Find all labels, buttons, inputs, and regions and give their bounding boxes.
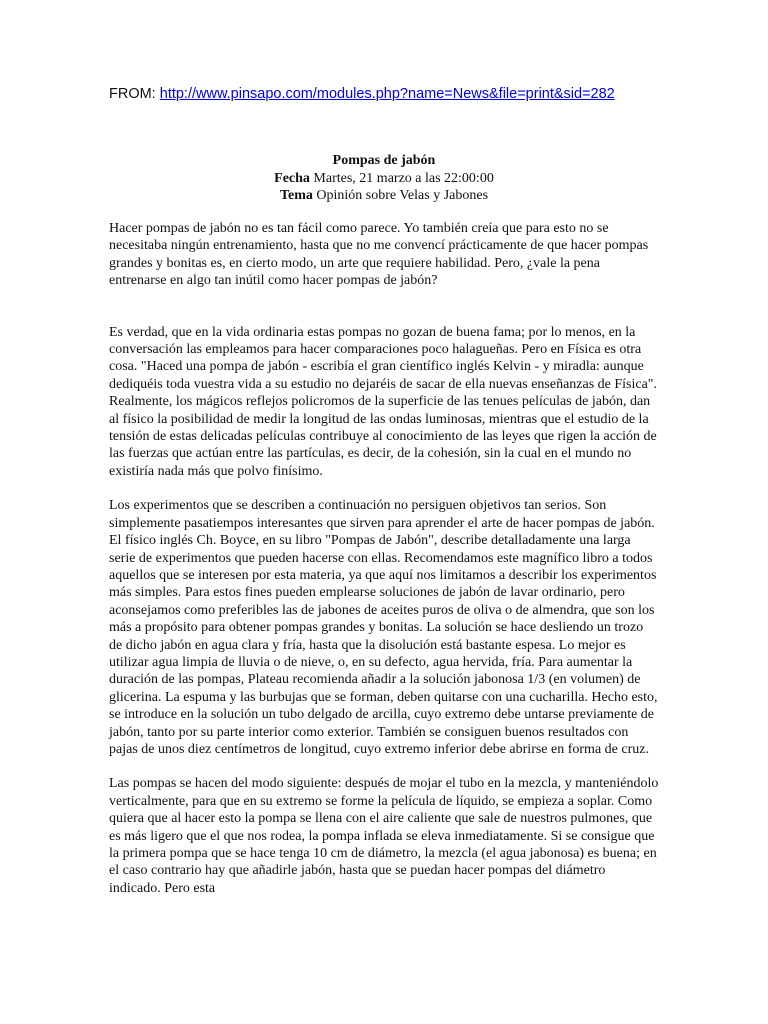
paragraph-1: Hacer pompas de jabón no es tan fácil como parece. Yo también creía que para esto no se necesitaba ningún entrenamiento, hasta que no me convencí prácticamente de que hacer pompas grandes y bonitas es, en cierto modo, un arte que requiere habilidad. Pero, ¿vale la pena entrenarse en algo tan inútil como hacer pompas de jabón? <box>109 221 649 289</box>
article-header <box>109 152 659 205</box>
article-body <box>109 220 659 897</box>
topic-label: Tema <box>279 188 313 203</box>
source-line <box>109 84 729 104</box>
paragraph-5: Las pompas se hacen del modo siguiente: después de mojar el tubo en la mezcla, y manteniéndolo verticalmente, para que en su extremo se forme la película de líquido, se empieza a soplar. Como quiera que al hacer esto la pompa se llena con el aire caliente que sale de nuestros pulmones, que es más ligero que el que nos rodea, la pompa inflada se eleva inmediatamente. Si se consigue que la primera pompa que se hace tenga 10 cm de diámetro, la mezcla (el agua jabonosa) es buena; en el caso contrario hay que añadirle jabón, hasta que se puedan hacer pompas del diámetro indicado. Pero esta <box>109 776 659 896</box>
date-value: Martes, 21 marzo a las 22:00:00 <box>309 170 494 186</box>
article-date <box>109 170 659 188</box>
paragraph-4: Los experimentos que se describen a continuación no persiguen objetivos tan serios. Son simplemente pasatiempos interesantes que sirven para aprender el arte de hacer pompas de jabón. El físico inglés Ch. Boyce, en su libro "Pompas de Jabón", describe detalladamente una larga serie de experimentos que pueden hacerse con ellas. Recomendamos este magnífico libro a todos aquellos que se interesen por esta materia, ya que aquí nos limitamos a describir los experimentos más simples. Para estos fines pueden emplearse soluciones de jabón de lavar ordinario, pero aconsejamos como preferibles las de jabones de aceites puros de oliva o de almendra, que son los más a propósito para obtener pompas grandes y bonitas. La solución se hace desliendo un trozo de dicho jabón en agua clara y fría, hasta que la disolución está bastante espesa. Lo mejor es utilizar agua limpia de lluvia o de nieve, o, en su defecto, agua hervida, fría. Para aumentar la duración de las pompas, Plateau recomienda añadir a la solución jabonosa 1/3 (en volumen) de glicerina. La espuma y las burbujas que se forman, deben quitarse con una cucharilla. Hecho esto, se introduce en la solución un tubo delgado de arcilla, cuyo extremo debe untarse previamente de jabón, tanto por su parte interior como exterior. También se consiguen buenos resultados con pajas de unos diez centímetros de longitud, cuyo extremo inferior debe abrirse en forma de cruz. <box>109 498 658 757</box>
article-title: Pompas de jabón <box>332 153 436 168</box>
paragraph-2: Es verdad, que en la vida ordinaria estas pompas no gozan de buena fama; por lo menos, en la conversación las empleamos para hacer comparaciones poco halagueñas. Pero en Física es otra cosa. "Haced una pompa de jabón - escribía el gran científico inglés Kelvin - y miradla: aunque dediquéis toda vuestra vida a su estudio no dejaréis de sacar de ella nuevas enseñanzas de Física". <box>109 324 658 392</box>
source-link[interactable]: http://www.pinsapo.com/modules.php?name=News&file=print&sid=282 <box>159 86 615 102</box>
date-label: Fecha <box>274 170 310 186</box>
topic-value: Opinión sobre Velas y Jabones <box>312 188 489 203</box>
article-topic <box>109 187 659 205</box>
source-prefix: FROM: <box>109 86 160 102</box>
paragraph-3: Realmente, los mágicos reflejos policromos de la superficie de las tenues películas de jabón, dan al físico la posibilidad de medir la longitud de las ondas luminosas, mientras que el estudio de la tensión de estas delicadas películas contribuye al conocimiento de las leyes que rigen la acción de las fuerzas que actúan entre las partículas, es decir, de la cohesión, sin la cual en el mundo no existiría nada más que polvo finísimo. <box>109 394 657 479</box>
